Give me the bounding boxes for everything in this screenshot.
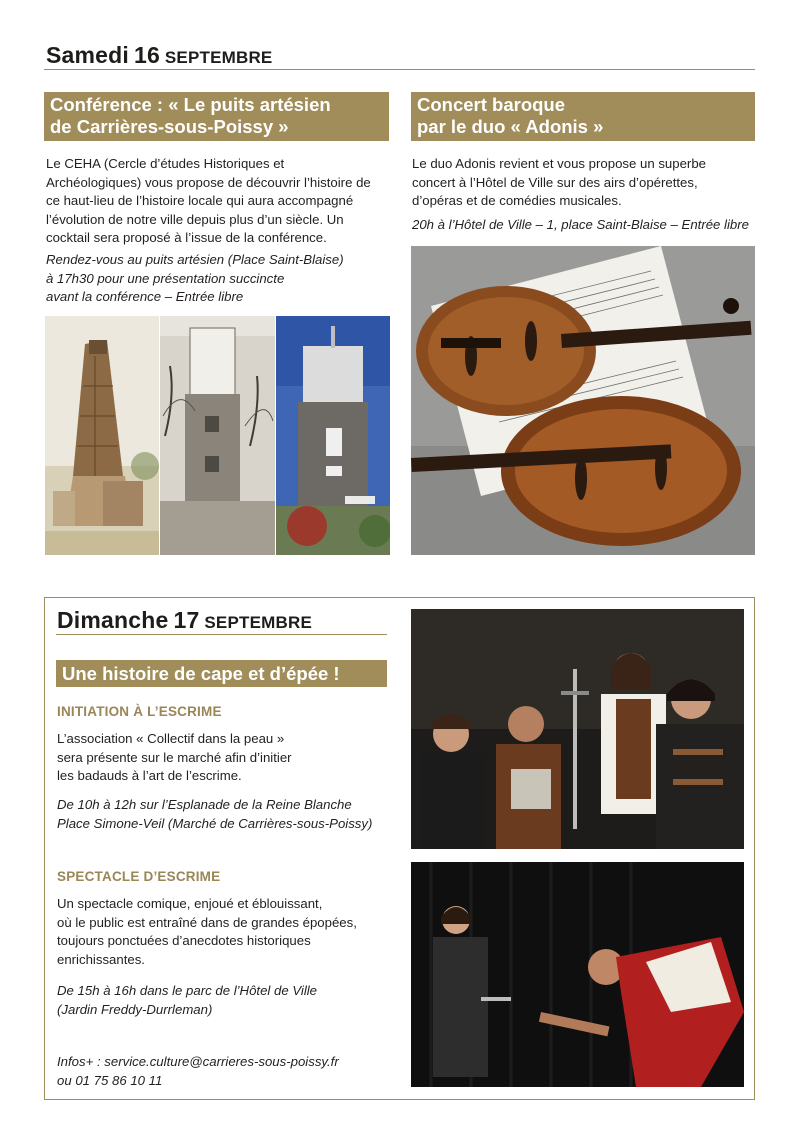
initiation-info-line: De 10h à 12h sur l’Esplanade de la Reine Blanche <box>57 797 352 812</box>
violins-photo <box>411 246 755 555</box>
concert-info: 20h à l’Hôtel de Ville – 1, place Saint-Blaise – Entrée libre <box>412 217 749 232</box>
conference-info-line: à 17h30 pour une présentation succincte <box>46 270 285 286</box>
initiation-info-line: Place Simone-Veil (Marché de Carrières-sous-Poissy) <box>57 815 373 831</box>
initiation-body-line: les badauds à l’art de l’escrime. <box>57 768 242 784</box>
conference-heading-line1: Conférence : « Le puits artésien <box>50 94 331 115</box>
spectacle-body-line: où le public est entraîné dans de grandes épopées, <box>57 914 357 930</box>
conference-body-line: l’évolution de notre ville depuis plus d’un siècle. Un <box>46 211 344 227</box>
spectacle-info-line: De 15h à 16h dans le parc de l’Hôtel de Ville <box>57 983 318 998</box>
sunday-title <box>57 609 312 632</box>
spectacle-body-line: enrichissantes. <box>57 951 145 967</box>
spectacle-body-line: Un spectacle comique, enjoué et éblouissant, <box>57 896 323 911</box>
sunday-title-rule <box>56 634 387 635</box>
conference-body-line: Archéologiques) vous propose de découvrir l’histoire de <box>46 174 371 190</box>
sunday-title-prefix: Dimanche <box>57 607 169 633</box>
sunday-title-number: 17 <box>173 607 200 633</box>
postcard-tower-photo <box>160 316 275 555</box>
saturday-title-prefix: Samedi <box>46 42 130 68</box>
concert-body-line: Le duo Adonis revient et vous propose un superbe <box>412 156 706 171</box>
spectacle-subhead: SPECTACLE D’ESCRIME <box>57 869 221 884</box>
contact-info <box>57 1053 402 1090</box>
saturday-title-rule <box>44 69 755 70</box>
initiation-body <box>57 730 397 786</box>
concert-body <box>412 155 757 211</box>
sunday-heading: Une histoire de cape et d’épée ! <box>56 660 387 687</box>
fencing-performance-photo <box>411 862 744 1087</box>
saturday-title-number: 16 <box>133 42 160 68</box>
concert-heading-line1: Concert baroque <box>417 94 566 115</box>
initiation-info <box>57 796 402 833</box>
concert-heading-line2: par le duo « Adonis » <box>417 116 604 137</box>
sunday-title-suffix: SEPTEMBRE <box>204 613 312 632</box>
artesian-well-photo-collage <box>45 316 390 555</box>
conference-info-line: Rendez-vous au puits artésien (Place Saint-Blaise) <box>46 252 344 267</box>
spectacle-body <box>57 895 402 969</box>
spectacle-info-line: (Jardin Freddy-Durrleman) <box>57 1001 213 1017</box>
saturday-title-suffix: SEPTEMBRE <box>164 48 273 67</box>
conference-info <box>46 251 391 307</box>
concert-body-line: concert à l’Hôtel de Ville sur des airs d’opérettes, <box>412 174 698 190</box>
conference-body-line: cocktail sera proposé à l’issue de la conférence. <box>46 230 327 246</box>
conference-body-line: Le CEHA (Cercle d’études Historiques et <box>46 156 285 171</box>
conference-info-line: avant la conférence – Entrée libre <box>46 289 244 305</box>
old-derrick-photo <box>45 316 159 555</box>
conference-body-line: ce haut-lieu de l’histoire locale qui aura accompagné <box>46 193 354 209</box>
concert-body-line: d’opéras et de comédies musicales. <box>412 193 622 209</box>
conference-body <box>46 155 391 248</box>
modern-tower-photo <box>276 316 390 555</box>
initiation-body-line: L’association « Collectif dans la peau » <box>57 731 285 746</box>
concert-heading <box>411 92 755 141</box>
contact-email-line[interactable]: Infos+ : service.culture@carrieres-sous-poissy.fr <box>57 1054 339 1069</box>
conference-heading-line2: de Carrières-sous-Poissy » <box>50 116 289 137</box>
conference-heading <box>44 92 389 141</box>
initiation-body-line: sera présente sur le marché afin d’initier <box>57 749 292 765</box>
fencers-group-photo <box>411 609 744 849</box>
saturday-title <box>46 44 272 67</box>
initiation-subhead: INITIATION À L’ESCRIME <box>57 704 222 719</box>
contact-phone-line[interactable]: ou 01 75 86 10 11 <box>57 1072 163 1088</box>
spectacle-body-line: toujours ponctuées d’anecdotes historiques <box>57 933 311 949</box>
spectacle-info <box>57 982 402 1019</box>
